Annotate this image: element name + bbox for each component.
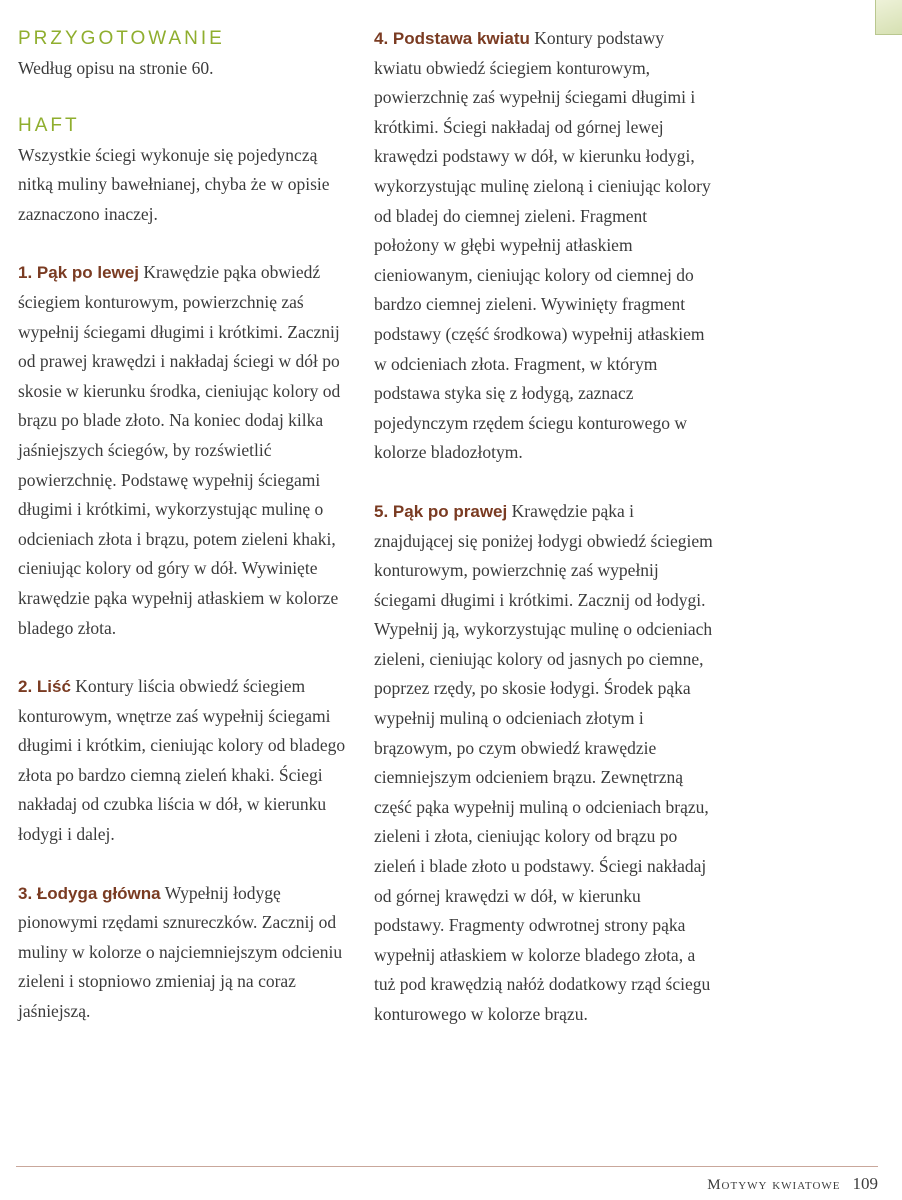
step-4-paragraph <box>374 24 714 468</box>
left-column <box>18 24 352 1027</box>
step-1-paragraph <box>18 258 352 643</box>
step-1-text: Krawędzie pąka obwiedź ściegiem konturowym, powierzchnię zaś wypełnij ściegami długimi i krótkimi. Zacznij od prawej krawędzi i nakładaj ściegi w dół po skosie w kierunku środka, cieniując kolory od brązu po blade złoto. Na koniec dodaj kilka jaśniejszych ściegów, by rozświetlić powierzchnię. Podstawę wypełnij ściegami długimi i krótkimi, wykorzystując mulinę o odcieniach złota i brązu, potem zieleni khaki, cieniując kolory od góry w dół. Wywinięte krawędzie pąka wypełnij atłaskiem w kolorze bladego złota. <box>18 262 341 638</box>
step-4-title: 4. Podstawa kwiatu <box>374 29 530 48</box>
spacer <box>18 850 352 879</box>
spacer <box>18 229 352 258</box>
step-5-paragraph <box>374 497 714 1030</box>
step-3-title: 3. Łodyga główna <box>18 883 161 903</box>
footer-divider <box>16 1166 878 1167</box>
embroidery-intro-text: Wszystkie ściegi wykonuje się pojedynczą nitką muliny bawełnianej, chyba że w opisie zaznaczono inaczej. <box>18 144 330 224</box>
section-heading-preparation: PRZYGOTOWANIE <box>18 28 225 49</box>
step-4-text: Kontury podstawy kwiatu obwiedź ściegiem konturowym, powierzchnię zaś wypełnij ściegami długimi i krótkimi. Ściegi nakładaj od górnej lewej krawędzi podstawy w dół, w kierunku łodygi, wykorzystując mulinę zieloną i cieniując kolory od bladej do ciemnej zieleni. Fragment położony w głębi wypełnij atłaskiem cieniowanym, cieniując kolory od ciemnej do bardzo ciemnej zieleni. Wywinięty fragment podstawy (część środkowa) wypełnij atłaskiem w odcieniach złota. Fragment, w którym podstawa styka się z łodygą, zaznacz pojedynczym rzędem ściegu konturowego w kolorze bladozłotym. <box>374 28 711 463</box>
step-3-paragraph <box>18 879 352 1027</box>
page-footer <box>707 1174 878 1194</box>
step-2-text: Kontury liścia obwiedź ściegiem konturowym, wnętrze zaś wypełnij ściegami długimi i krótkim, cieniując kolory od bladego złota po bardzo ciemną zieleń khaki. Ściegi nakładaj od czubka liścia w dół, w kierunku łodygi i dalej. <box>18 676 346 845</box>
step-5-title: 5. Pąk po prawej <box>374 501 508 521</box>
running-footer-title: Motywy kwiatowe <box>707 1177 841 1193</box>
spacer <box>374 468 714 497</box>
step-3-text: Wypełnij łodygę pionowymi rzędami sznureczków. Zacznij od muliny w kolorze o najciemniejszym odcieniu zieleni i stopniowo zmieniaj ją na coraz jaśniejszą. <box>18 882 343 1022</box>
preparation-text: Według opisu na stronie 60. <box>18 58 214 78</box>
section-heading-embroidery: HAFT <box>18 114 80 136</box>
spacer <box>18 643 352 672</box>
corner-illustration-fragment <box>875 0 902 35</box>
step-2-title: 2. Liść <box>18 677 71 697</box>
page-number: 109 <box>852 1174 878 1193</box>
step-2-paragraph <box>18 672 352 850</box>
right-column <box>374 24 714 1030</box>
step-1-title: 1. Pąk po lewej <box>18 263 139 283</box>
spacer <box>18 84 352 111</box>
step-5-text: Krawędzie pąka i znajdującej się poniżej łodygi obwiedź ściegiem konturowym, powierzchnię zaś wypełnij ściegami długimi i krótkimi. Zacznij od łodygi. Wypełnij ją, wykorzystując mulinę o odcieniach zieleni, cieniując kolory od jasnych po ciemne, poprzez rzędy, po skosie łodygi. Środek pąka wypełnij muliną o odcieniach złotym i brązowym, po czym obwiedź krawędzie ciemniejszym odcieniem brązu. Zewnętrzną część pąka wypełnij muliną o odcieniach brązu, zieleni i złota, cieniując kolory od brązu po zieleń i blade złoto u podstawy. Ściegi nakładaj od górnej krawędzi w dół, w kierunku podstawy. Fragmenty odwrotnej strony pąka wypełnij atłaskiem w kolorze bladego złota, a tuż pod krawędzią nałóż dodatkowy rząd ściegu konturowego w kolorze brązu. <box>374 500 713 1024</box>
